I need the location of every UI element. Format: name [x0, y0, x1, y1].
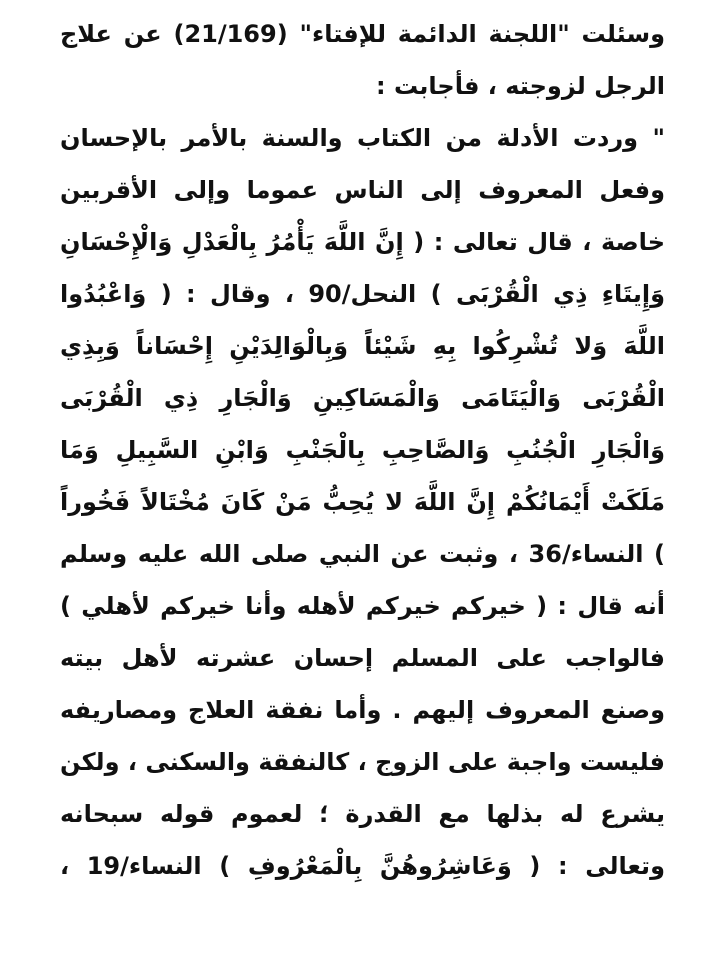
- text-line: الرجل لزوجته ، فأجابت :: [376, 72, 665, 100]
- text-line: يشرع له بذلها مع القدرة ؛ لعموم قوله سبحانه: [60, 800, 665, 828]
- text-line: وصنع المعروف إليهم . وأما نفقة العلاج ومصاريفه: [60, 696, 665, 724]
- text-line: الْقُرْبَى وَالْيَتَامَى وَالْمَسَاكِينِ وَالْجَارِ ذِي الْقُرْبَى: [60, 384, 665, 412]
- text-line: " وردت الأدلة من الكتاب والسنة بالأمر بالإحسان: [60, 124, 665, 152]
- text-line: وَالْجَارِ الْجُنُبِ وَالصَّاحِبِ بِالْجَنْبِ وَابْنِ السَّبِيلِ وَمَا: [60, 436, 665, 464]
- text-line: وسئلت "اللجنة الدائمة للإفتاء" (21/169) عن علاج: [60, 20, 665, 48]
- text-line: أنه قال : ( خيركم خيركم لأهله وأنا خيركم لأهلي ): [60, 592, 665, 620]
- text-line: خاصة ، قال تعالى : ( إِنَّ اللَّهَ يَأْمُرُ بِالْعَدْلِ وَالْإِحْسَانِ: [60, 228, 665, 256]
- text-line: مَلَكَتْ أَيْمَانُكُمْ إِنَّ اللَّهَ لا يُحِبُّ مَنْ كَانَ مُخْتَالاً فَخُوراً: [60, 488, 665, 516]
- text-line: وَإِيتَاءِ ذِي الْقُرْبَى ) النحل/90 ، وقال : ( وَاعْبُدُوا: [60, 280, 665, 308]
- text-line: اللَّهَ وَلا تُشْرِكُوا بِهِ شَيْئاً وَبِالْوَالِدَيْنِ إِحْسَاناً وَبِذِي: [60, 332, 665, 360]
- text-line: فليست واجبة على الزوج ، كالنفقة والسكنى ، ولكن: [60, 748, 665, 776]
- text-line: ) النساء/36 ، وثبت عن النبي صلى الله عليه وسلم: [60, 540, 665, 568]
- text-line: وتعالى : ( وَعَاشِرُوهُنَّ بِالْمَعْرُوفِ ) النساء/19 ،: [60, 852, 665, 880]
- document-text-body: [60, 0, 665, 892]
- text-line: وفعل المعروف إلى الناس عموما وإلى الأقربين: [60, 176, 665, 204]
- text-line: فالواجب على المسلم إحسان عشرته لأهل بيته: [60, 644, 665, 672]
